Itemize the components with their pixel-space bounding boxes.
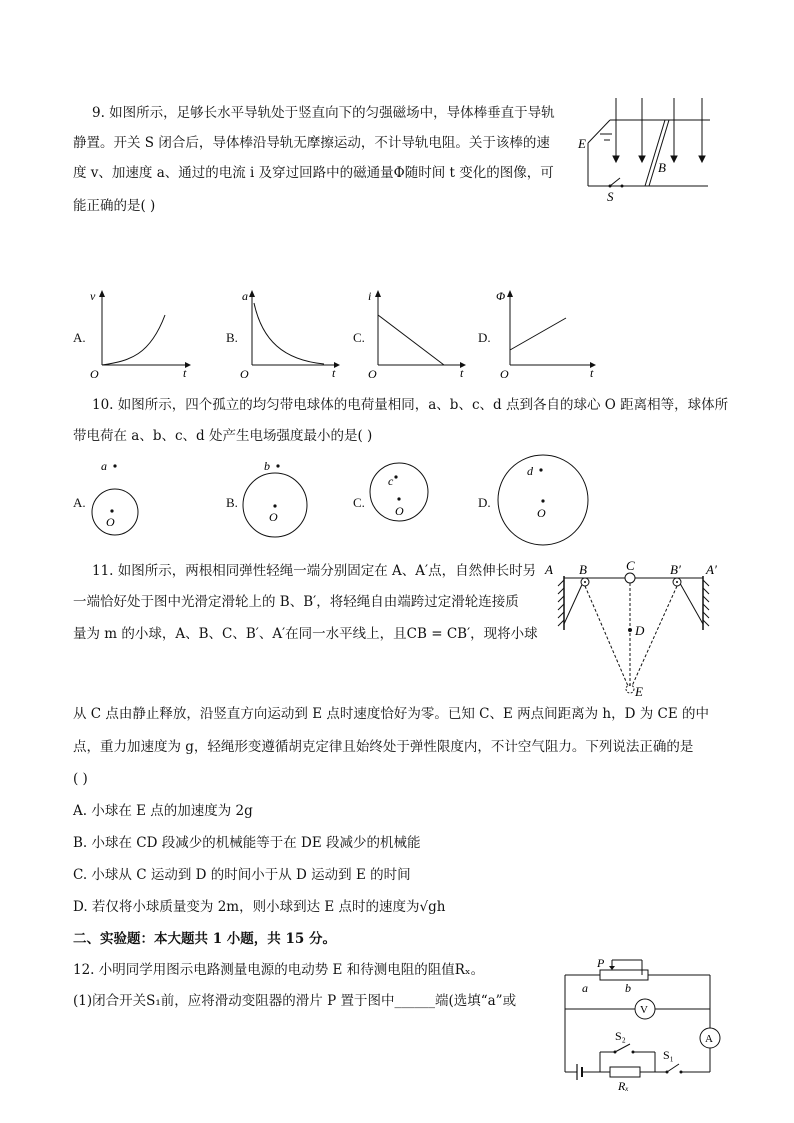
q10-option-a-letter: A. [73, 495, 86, 510]
sphere-a-point: a [101, 459, 107, 473]
sphere-b-point: b [264, 459, 270, 473]
q10-sphere-b [238, 455, 318, 540]
voltmeter-icon: V [640, 1004, 648, 1016]
q10-option-d-letter: D. [478, 495, 491, 510]
ammeter-icon: A [705, 1033, 713, 1045]
q9-line-4: 能正确的是( ) [73, 198, 156, 214]
sphere-c-point: c [388, 474, 394, 488]
q12-circuit-figure [555, 952, 730, 1092]
q9-graph-a [85, 285, 195, 380]
q10-line-2: 带电荷在 a、b、c、d 处产生电场强度最小的是( ) [73, 428, 373, 444]
label-B-prime: B′ [670, 562, 681, 577]
sphere-a-center: O [106, 515, 115, 529]
q9-line-2: 静置。开关 S 闭合后，导体棒沿导轨无摩擦运动，不计导轨电阻。关于该棒的速 [73, 135, 550, 151]
label-S2: S₂ [615, 1029, 626, 1043]
graph-d-xlabel: t [590, 366, 594, 380]
graph-b-xlabel: t [332, 366, 336, 380]
graph-a-ylabel: v [90, 289, 96, 303]
label-B: B [658, 160, 666, 175]
q11-pulley-figure [540, 558, 730, 698]
graph-b-ylabel: a [242, 289, 248, 303]
q9-option-b-letter: B. [226, 330, 238, 345]
q9-graph-c [366, 285, 476, 380]
graph-d-origin: O [500, 367, 509, 380]
q11-line-5: 点，重力加速度为 g，轻绳形变遵循胡克定律且始终处于弹性限度内，不计空气阻力。下列说法正确的是 [73, 739, 694, 755]
q9-graph-b [238, 285, 348, 380]
q11-choice-d: D. 若仅将小球质量变为 2m，则小球到达 E 点时的速度为√gh [73, 899, 446, 915]
sphere-d-point: d [527, 464, 533, 478]
q11-choice-b: B. 小球在 CD 段减少的机械能等于在 DE 段减少的机械能 [73, 835, 421, 851]
q12-line-1: 12. 小明同学用图示电路测量电源的电动势 E 和待测电阻的阻值Rₓ。 [73, 962, 485, 978]
q9-option-a-letter: A. [73, 330, 86, 345]
q11-choice-a: A. 小球在 E 点的加速度为 2g [73, 803, 253, 819]
q9-line-1: 9. 如图所示，足够长水平导轨处于竖直向下的匀强磁场中，导体棒垂直于导轨 [92, 105, 555, 121]
label-B-pulley: B [579, 562, 587, 577]
q10-option-b-letter: B. [226, 495, 238, 510]
q9-option-c-letter: C. [353, 330, 365, 345]
graph-c-xlabel: t [460, 366, 464, 380]
section-heading: 二、实验题：本大题共 1 小题，共 15 分。 [73, 931, 336, 947]
q11-line-2: 一端恰好处于图中光滑定滑轮上的 B、B′，将轻绳自由端跨过定滑轮连接质 [73, 594, 519, 610]
q9-line-3: 度 v、加速度 a、通过的电流 i 及穿过回路中的磁通量Φ随时间 t 变化的图像，可 [73, 165, 554, 181]
q10-sphere-a [85, 455, 155, 540]
graph-a-xlabel: t [183, 366, 187, 380]
label-A: A [545, 562, 553, 577]
graph-a-origin: O [90, 367, 99, 380]
q10-option-c-letter: C. [353, 495, 365, 510]
q10-sphere-d [494, 452, 594, 550]
label-A-prime: A′ [706, 562, 717, 577]
graph-b-origin: O [240, 367, 249, 380]
sphere-b-center: O [269, 510, 278, 524]
graph-c-origin: O [368, 367, 377, 380]
sphere-d-center: O [537, 506, 546, 520]
label-a: a [582, 981, 588, 995]
q9-graph-d [494, 285, 604, 380]
q11-line-1: 11. 如图所示，两根相同弹性轻绳一端分别固定在 A、A′点，自然伸长时另 [92, 563, 537, 579]
graph-c-ylabel: i [368, 289, 372, 303]
label-b: b [625, 981, 631, 995]
q12-line-2: (1)闭合开关S₁前，应将滑动变阻器的滑片 P 置于图中______端(选填“a”或 [73, 993, 517, 1009]
label-S: S [607, 189, 614, 204]
label-P: P [597, 956, 605, 970]
label-D: D [635, 623, 645, 638]
q10-sphere-c [366, 462, 436, 532]
q9-option-d-letter: D. [478, 330, 491, 345]
q11-line-4: 从 C 点由静止释放，沿竖直方向运动到 E 点时速度恰好为零。已知 C、E 两点间距离为 h，D 为 CE 的中 [73, 706, 709, 722]
label-C: C [626, 558, 635, 573]
graph-d-ylabel: Φ [496, 289, 506, 303]
q11-line-3: 量为 m 的小球，A、B、C、B′、A′在同一水平线上，且CB = CB′，现将小球 [73, 626, 538, 642]
q11-line-6: ( ) [73, 771, 88, 787]
label-E: E [578, 136, 586, 151]
q11-choice-c: C. 小球从 C 运动到 D 的时间小于从 D 运动到 E 的时间 [73, 867, 411, 883]
q10-line-1: 10. 如图所示，四个孤立的均匀带电球体的电荷量相同，a、b、c、d 点到各自的球心 O 距离相等，球体所 [92, 397, 729, 413]
label-E-ball: E [635, 684, 643, 698]
sphere-c-center: O [395, 504, 404, 518]
q9-rail-figure [570, 98, 720, 208]
label-Rx: Rₓ [618, 1079, 629, 1092]
label-S1: S₁ [663, 1048, 674, 1062]
